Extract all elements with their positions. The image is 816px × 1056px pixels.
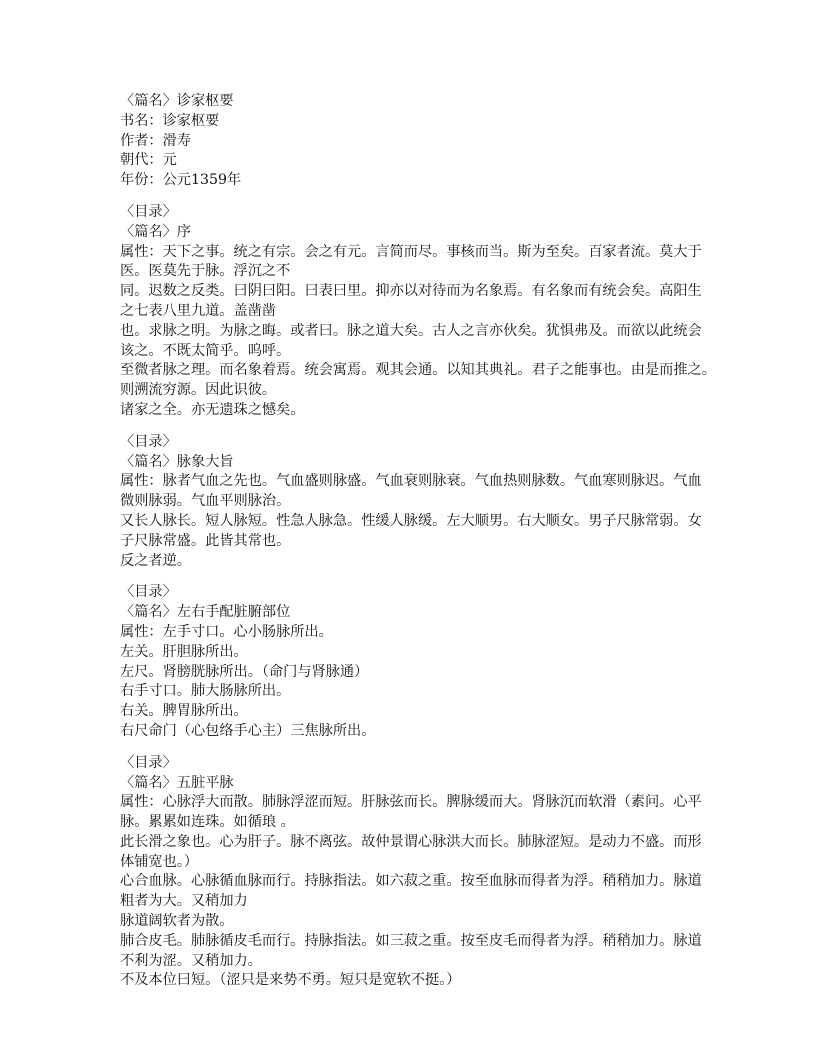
text-line: 又长人脉长。短人脉短。性急人脉急。性缓人脉缓。左大顺男。右大顺女。男子尺脉常弱。女 [120,512,702,529]
text-line: 作者：滑寿 [120,132,191,149]
text-line: 心合血脉。心脉循血脉而行。持脉指法。如六菽之重。按至血脉而得者为浮。稍稍加力。脉道 [120,873,702,890]
text-line: 脉道阔软者为散。 [120,913,234,930]
text-line: 同。迟数之反类。曰阴曰阳。曰表曰里。抑亦以对待而为名象焉。有名象而有统会矣。高阳生 [120,283,702,300]
text-line: 书名：诊家枢要 [120,112,220,129]
text-line: 左尺。肾膀胱脉所出。（命门与肾脉通） [120,663,369,680]
document-section [120,754,710,992]
text-line: 〈目录〉 [120,203,177,220]
document-section [120,583,710,741]
document-section [120,203,716,421]
document-section [120,92,710,191]
text-line: 不及本位曰短。（涩只是来势不勇。短只是宽软不挺。） [120,972,461,989]
text-line: 肺合皮毛。肺脉循皮毛而行。持脉指法。如三菽之重。按至皮毛而得者为浮。稍稍加力。脉道 [120,932,702,949]
text-line: 属性：天下之事。统之有宗。会之有元。言简而尽。事核而当。斯为至矣。百家者流。莫大于 [120,243,702,260]
section-gap [120,742,710,754]
text-line: 该之。不既太简乎。呜呼。 [120,342,291,359]
text-line: 也。求脉之明。为脉之晦。或者曰。脉之道大矣。古人之言亦伙矣。犹惧弗及。而欲以此统会 [120,322,702,339]
text-line: 医。医莫先于脉。浮沉之不 [120,263,291,280]
text-line: 〈篇名〉脉象大旨 [120,453,234,470]
text-line: 〈目录〉 [120,584,177,601]
text-line: 朝代：元 [120,152,177,169]
text-line: 粗者为大。又稍加力 [120,893,248,910]
text-line: 体铺宽也。） [120,853,199,870]
text-line: 〈篇名〉五脏平脉 [120,774,234,791]
text-line: 右尺命门（心包络手心主）三焦脉所出。 [120,722,376,739]
text-line: 至微者脉之理。而名象着焉。统会寓焉。观其会通。以知其典礼。君子之能事也。由是而推之。 [120,362,716,379]
text-line: 属性：脉者气血之先也。气血盛则脉盛。气血衰则脉衰。气血热则脉数。气血寒则脉迟。气血 [120,473,702,490]
document-section [120,433,710,572]
text-line: 属性：左手寸口。心小肠脉所出。 [120,623,333,640]
text-line: 此长滑之象也。心为肝子。脉不离弦。故仲景谓心脉洪大而长。肺脉涩短。是动力不盛。而形 [120,833,702,850]
text-line: 微则脉弱。气血平则脉治。 [120,493,291,510]
text-line: 左关。肝胆脉所出。 [120,643,248,660]
text-line: 属性：心脉浮大而散。肺脉浮涩而短。肝脉弦而长。脾脉缓而大。肾脉沉而软滑（素问。心平 [120,794,702,811]
text-line: 诸家之全。亦无遗珠之憾矣。 [120,401,305,418]
text-line: 〈篇名〉左右手配脏腑部位 [120,604,291,621]
section-gap [120,421,710,433]
section-gap [120,571,710,583]
text-line: 〈篇名〉序 [120,223,191,240]
text-line: 子尺脉常盛。此皆其常也。 [120,532,291,549]
document-body [120,92,716,991]
section-gap [120,191,710,203]
text-line: 右手寸口。肺大肠脉所出。 [120,683,291,700]
text-line: 之七表八里九道。盖凿凿 [120,302,277,319]
text-line: 〈目录〉 [120,433,177,450]
text-line: 年份：公元1359年 [120,172,242,189]
text-line: 〈目录〉 [120,754,177,771]
text-line: 则溯流穷源。因此识彼。 [120,382,277,399]
text-line: 右关。脾胃脉所出。 [120,703,248,720]
text-line: 〈篇名〉诊家枢要 [120,93,234,109]
text-line: 反之者逆。 [120,552,191,569]
text-line: 不利为涩。又稍加力。 [120,952,262,969]
text-line: 脉。累累如连珠。如循琅 。 [120,814,295,831]
